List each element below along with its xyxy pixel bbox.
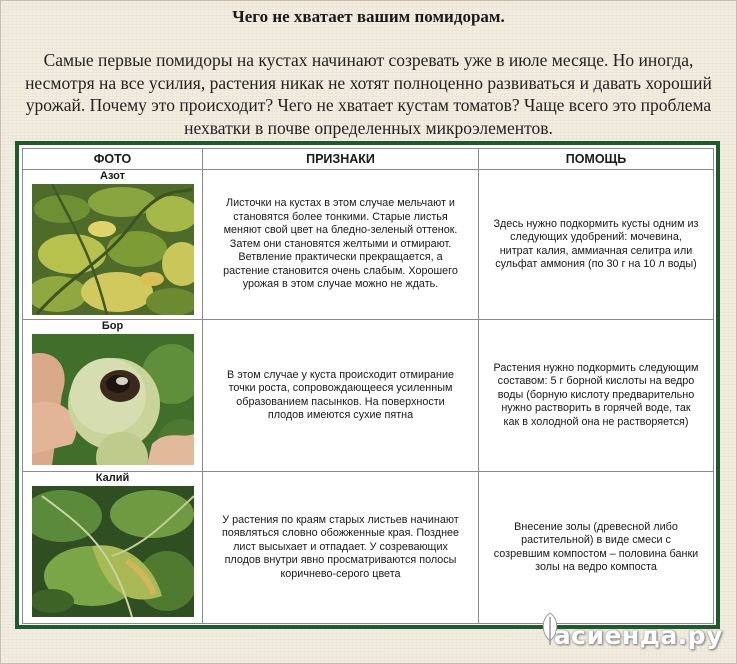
header-photo: ФОТО bbox=[23, 149, 203, 170]
yellowing-leaves-photo bbox=[32, 184, 194, 315]
table-row bbox=[23, 320, 714, 472]
intro-paragraph: Самые первые помидоры на кустах начинают созревать уже в июле месяце. Но иногда, несмотря на все усилия, растения никак не хотят полноценно развиваться и давать хороший урожай. Почему это происходит? Чего не хватает кустам томатов? Чаще всего это проблема нехватки в почве определенных микроэлементов. bbox=[25, 50, 712, 138]
photo-cell bbox=[23, 320, 203, 472]
table-header-row bbox=[23, 149, 714, 170]
watermark: асиенда.ру bbox=[553, 621, 723, 650]
help-cell: Растения нужно подкормить следующим составом: 5 г борной кислоты на ведро воды (борную кислоту предварительно нужно растворить в горячей воде, так как в холодной она не растворяется) bbox=[479, 320, 714, 472]
photo-label: Бор bbox=[101, 320, 124, 332]
photo-cell bbox=[23, 170, 203, 320]
header-signs: ПРИЗНАКИ bbox=[203, 149, 479, 170]
signs-cell: У растения по краям старых листьев начинают появляться словно обожженные края. Позднее лист высыхает и отпадает. У созревающих плодов внутри явно просматриваются полосы коричнево-серого цвета bbox=[203, 472, 479, 624]
table-row bbox=[23, 472, 714, 624]
deficiency-table-frame bbox=[15, 141, 720, 629]
photo-label: Калий bbox=[95, 472, 130, 484]
signs-cell: В этом случае у куста происходит отмирание точки роста, сопровождающееся усиленным образованием пасынков. На поверхности плодов имеются сухие пятна bbox=[203, 320, 479, 472]
header-help: ПОМОЩЬ bbox=[479, 149, 714, 170]
rotten-tomato-photo bbox=[32, 334, 194, 465]
signs-cell: Листочки на кустах в этом случае мельчают и становятся более тонкими. Старые листья меняют свой цвет на бледно-зеленый оттенок. Затем они становятся желтыми и отмирают. Ветвление практически прекращается, а растение становится очень слабым. Хорошего урожая в этом случае можно не ждать. bbox=[203, 170, 479, 320]
table-row bbox=[23, 170, 714, 320]
photo-cell bbox=[23, 472, 203, 624]
leaf-edge-burn-photo bbox=[32, 486, 194, 617]
photo-label: Азот bbox=[100, 170, 125, 182]
deficiency-table bbox=[22, 148, 714, 624]
help-cell: Здесь нужно подкормить кусты одним из следующих удобрений: мочевина, нитрат калия, аммиачная селитра или сульфат аммония (по 30 г на 10 л воды) bbox=[479, 170, 714, 320]
help-cell: Внесение золы (древесной либо растительной) в виде смеси с созревшим компостом – половина банки золы на ведро компоста bbox=[479, 472, 714, 624]
page-title: Чего не хватает вашим помидорам. bbox=[232, 7, 505, 26]
